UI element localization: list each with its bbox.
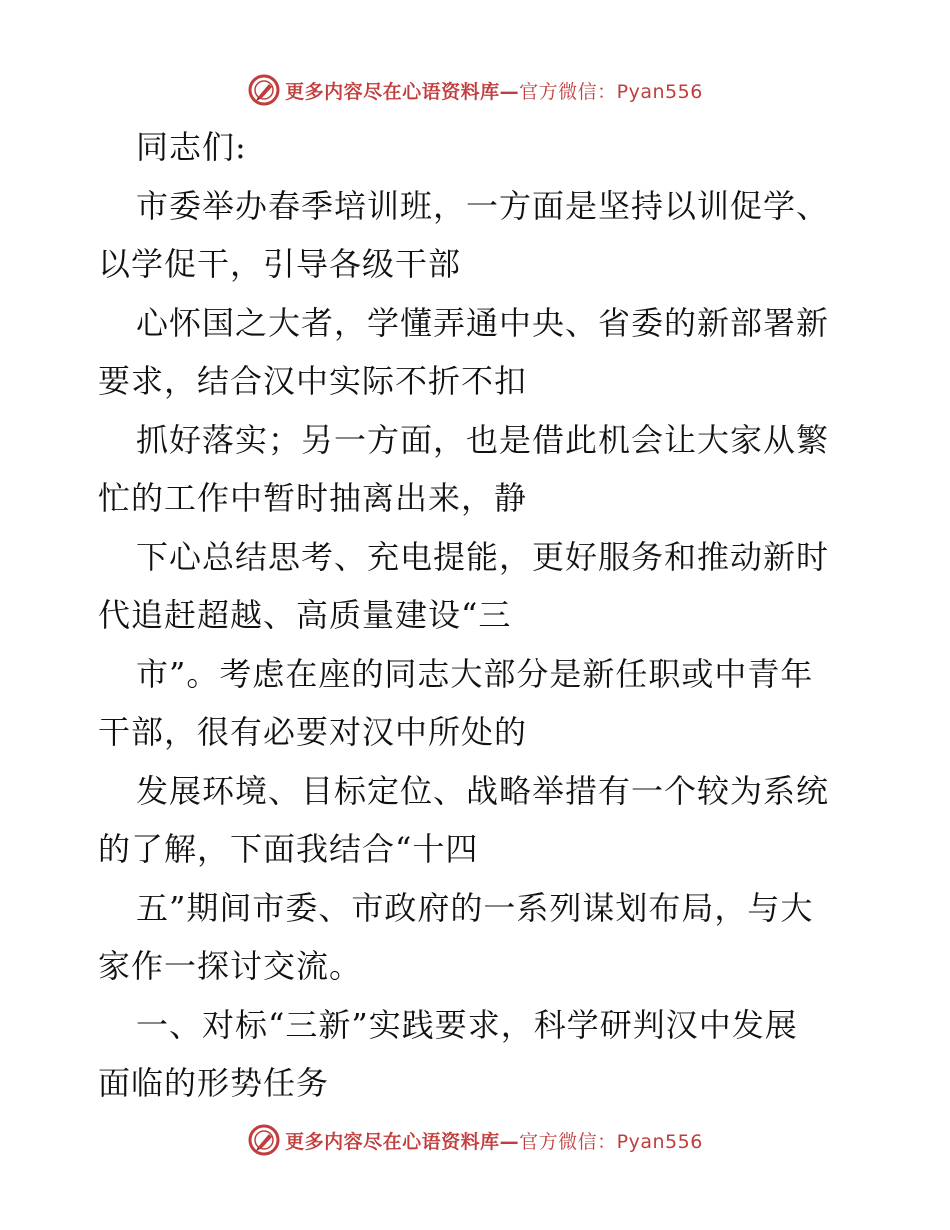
- text-line: 抓好落实；另一方面，也是借此机会让大家从繁: [136, 420, 830, 459]
- footer-watermark: [0, 1120, 950, 1160]
- text-line: 下心总结思考、充电提能，更好服务和推动新时: [136, 537, 830, 576]
- watermark-brand-text: 更多内容尽在心语资料库: [285, 1130, 500, 1153]
- document-body: [98, 118, 858, 1113]
- pen-nib-logo-icon: [247, 1123, 281, 1157]
- text-line: 要求，结合汉中实际不折不扣: [98, 362, 528, 400]
- text-line: 发展环境、目标定位、战略举措有一个较为系统: [136, 771, 830, 810]
- text-line: 一、对标“三新”实践要求，科学研判汉中发展: [136, 1005, 798, 1044]
- text-line: 心怀国之大者，学懂弄通中央、省委的新部署新: [136, 303, 830, 342]
- text-line: 代追赶超越、高质量建设“三: [98, 596, 512, 634]
- text-line: 干部，很有必要对汉中所处的: [98, 713, 528, 751]
- text-line: 市委举办春季培训班，一方面是坚持以训促学、: [136, 186, 830, 225]
- text-line: 家作一探讨交流。: [98, 947, 363, 985]
- text-line: 五”期间市委、市政府的一系列谋划布局，与大: [136, 888, 814, 927]
- watermark-wechat-text: 官方微信：Pyan556: [519, 1130, 703, 1153]
- header-watermark: [0, 70, 950, 110]
- text-line: 市”。考虑在座的同志大部分是新任职或中青年: [136, 654, 814, 693]
- text-line: 的了解，下面我结合“十四: [98, 830, 479, 868]
- watermark-wechat-text: 官方微信：Pyan556: [519, 80, 703, 103]
- text-line: 以学促干，引导各级干部: [98, 245, 462, 283]
- text-line: 面临的形势任务: [98, 1064, 330, 1102]
- watermark-brand-text: 更多内容尽在心语资料库: [285, 80, 500, 103]
- text-line: 忙的工作中暂时抽离出来，静: [98, 479, 528, 517]
- watermark-separator: —: [499, 1130, 520, 1153]
- watermark-separator: —: [499, 80, 520, 103]
- pen-nib-logo-icon: [247, 73, 281, 107]
- text-line: 同志们:: [136, 128, 247, 166]
